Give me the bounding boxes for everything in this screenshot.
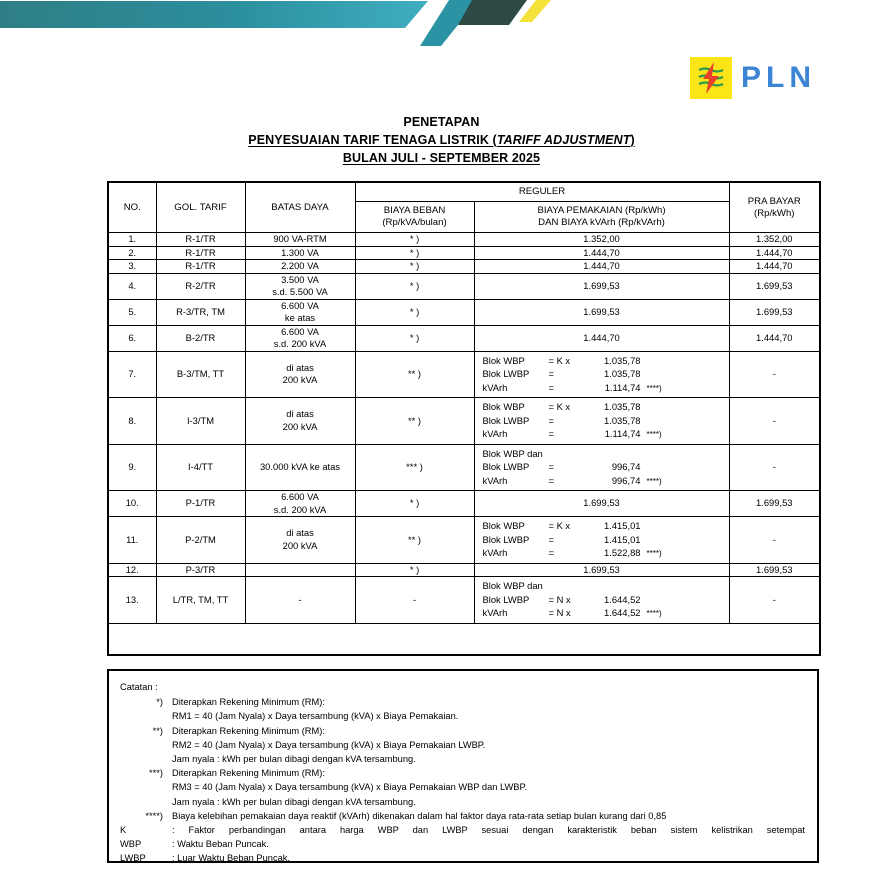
cell-pra-bayar: - — [729, 517, 820, 564]
notes-items — [120, 695, 807, 823]
cell-biaya-beban: * ) — [355, 491, 474, 517]
block-operator: = — [548, 547, 554, 558]
table-row — [108, 325, 820, 351]
title-line-1: PENETAPAN — [403, 115, 480, 129]
block-label: Blok WBP dan — [482, 580, 543, 591]
cell-gol-tarif: R-3/TR, TM — [156, 299, 245, 325]
cell-biaya-beban: *** ) — [355, 444, 474, 491]
cell-gol-tarif: I-3/TM — [156, 398, 245, 445]
pemakaian-block-list — [475, 445, 729, 491]
col-header-no: NO. — [108, 182, 156, 233]
block-label: kVArh — [482, 547, 508, 558]
cell-gol-tarif: B-2/TR — [156, 325, 245, 351]
cell-no: 11. — [108, 517, 156, 564]
block-label: Blok WBP dan — [482, 447, 543, 459]
cell-pra-bayar: 1.699,53 — [729, 273, 820, 299]
pemakaian-block-row — [483, 593, 729, 607]
lightning-bolt-icon — [690, 57, 732, 99]
batas-daya-line-1: 6.600 VA — [281, 325, 319, 337]
batas-daya-line-1: 6.600 VA — [281, 491, 319, 502]
pra-bayar-line-2: (Rp/kWh) — [754, 207, 795, 219]
note-line — [120, 709, 807, 723]
notes-box — [107, 669, 819, 863]
table-row — [108, 351, 820, 398]
cell-batas-daya — [245, 325, 355, 351]
cell-biaya-beban: * ) — [355, 273, 474, 299]
notes-definitions — [120, 823, 807, 866]
block-operator: = K x — [548, 520, 571, 531]
pemakaian-block-row — [483, 460, 729, 474]
cell-gol-tarif: P-3/TR — [156, 563, 245, 577]
pemakaian-block-row — [483, 447, 729, 461]
block-operator: = — [548, 428, 554, 439]
block-operator: = — [548, 414, 554, 426]
block-value: 1.035,78 — [604, 354, 641, 366]
col-header-gol-tarif: GOL. TARIF — [156, 182, 245, 233]
batas-daya-line-2: 200 kVA — [282, 420, 318, 432]
block-footnote-marker: ****) — [646, 476, 662, 486]
cell-batas-daya — [245, 398, 355, 445]
block-operator: = — [548, 474, 554, 486]
block-value: 1.644,52 — [604, 607, 641, 618]
cell-pra-bayar: - — [729, 444, 820, 491]
pemakaian-block-list — [475, 398, 729, 444]
tariff-table-container — [107, 181, 819, 656]
cell-biaya-beban: * ) — [355, 260, 474, 274]
table-row — [108, 444, 820, 491]
cell-gol-tarif: B-3/TM, TT — [156, 351, 245, 398]
banner-graphic — [0, 0, 883, 46]
pemakaian-block-row — [483, 367, 729, 381]
cell-batas-daya — [245, 273, 355, 299]
biaya-pemakaian-line-1: BIAYA PEMAKAIAN (Rp/kWh) — [537, 205, 666, 216]
cell-pra-bayar: 1.352,00 — [729, 233, 820, 247]
note-definition-text: : Faktor perbandingan antara harga WBP dan LWBP sesuai dengan karakteristik beban sistem kelistrikan setempat — [172, 825, 805, 836]
note-text: RM3 = 40 (Jam Nyala) x Daya tersambung (kVA) x Biaya Pemakaian WBP dan LWBP. — [172, 782, 528, 793]
note-line — [120, 752, 807, 766]
title-line-2 — [0, 131, 883, 149]
table-header — [108, 182, 820, 233]
pemakaian-block-row — [483, 546, 729, 561]
batas-daya-line-1: di atas — [286, 408, 314, 420]
table-spacer-cell — [108, 623, 820, 655]
decorative-header-banner — [0, 0, 883, 46]
cell-biaya-pemakaian — [474, 517, 729, 564]
note-text: Biaya kelebihan pemakaian daya reaktif (kVArh) dikenakan dalam hal faktor daya rata-rata setiap bulan kurang dari 0,85 — [172, 810, 667, 821]
block-value: 1.035,78 — [604, 414, 641, 426]
cell-gol-tarif: I-4/TT — [156, 444, 245, 491]
block-value: 1.114,74 — [604, 381, 641, 393]
biaya-pemakaian-line-2: DAN BIAYA kVArh (Rp/kVArh) — [538, 217, 665, 228]
block-label: kVArh — [482, 474, 508, 486]
block-value: 996,74 — [611, 474, 641, 486]
note-text: RM1 = 40 (Jam Nyala) x Daya tersambung (kVA) x Biaya Pemakaian. — [172, 711, 459, 722]
table-spacer-row — [108, 623, 820, 655]
block-value: 1.035,78 — [604, 368, 641, 379]
cell-batas-daya — [245, 299, 355, 325]
note-definition-term: WBP — [120, 839, 142, 850]
note-definition-line — [120, 823, 807, 837]
cell-no: 10. — [108, 491, 156, 517]
cell-biaya-pemakaian — [474, 351, 729, 398]
cell-biaya-pemakaian — [474, 577, 729, 624]
table-row — [108, 563, 820, 577]
block-value: 1.522,88 — [604, 547, 641, 558]
cell-batas-daya — [245, 517, 355, 564]
table-row — [108, 246, 820, 260]
block-label: Blok LWBP — [482, 533, 530, 545]
pemakaian-block-row — [483, 579, 729, 593]
title-line-3: BULAN JULI - SEPTEMBER 2025 — [342, 151, 541, 165]
block-footnote-marker: ****) — [646, 549, 662, 558]
note-text: RM2 = 40 (Jam Nyala) x Daya tersambung (kVA) x Biaya Pemakaian LWBP. — [172, 739, 486, 750]
batas-daya-line-2: s.d. 200 kVA — [273, 338, 327, 349]
block-label: Blok LWBP — [482, 414, 530, 426]
pln-logo-mark — [690, 57, 732, 99]
cell-biaya-pemakaian — [474, 444, 729, 491]
block-label: Blok LWBP — [482, 368, 530, 379]
cell-gol-tarif: R-1/TR — [156, 260, 245, 274]
cell-batas-daya — [245, 491, 355, 517]
pra-bayar-line-1: PRA BAYAR — [747, 195, 801, 207]
block-operator: = K x — [548, 354, 571, 366]
block-label: kVArh — [482, 607, 508, 618]
cell-gol-tarif: R-2/TR — [156, 273, 245, 299]
note-marker: ***) — [149, 768, 163, 779]
note-marker: ****) — [145, 810, 163, 821]
block-operator: = — [548, 368, 554, 379]
cell-batas-daya: 900 VA-RTM — [245, 233, 355, 247]
cell-gol-tarif: R-1/TR — [156, 233, 245, 247]
cell-biaya-pemakaian: 1.699,53 — [474, 273, 729, 299]
block-operator: = K x — [548, 401, 571, 412]
cell-pra-bayar: - — [729, 398, 820, 445]
cell-pra-bayar: 1.444,70 — [729, 260, 820, 274]
cell-biaya-beban: * ) — [355, 233, 474, 247]
table-row — [108, 260, 820, 274]
cell-pra-bayar: 1.444,70 — [729, 325, 820, 351]
col-header-reguler: REGULER — [355, 182, 729, 202]
table-row — [108, 299, 820, 325]
cell-no: 3. — [108, 260, 156, 274]
note-text: Jam nyala : kWh per bulan dibagi dengan kVA tersambung. — [172, 754, 416, 765]
table-header-row-1 — [108, 182, 820, 202]
cell-biaya-pemakaian: 1.699,53 — [474, 563, 729, 577]
cell-no: 4. — [108, 273, 156, 299]
batas-daya-line-2: ke atas — [284, 312, 316, 323]
block-operator: = N x — [548, 593, 571, 605]
col-header-biaya-pemakaian — [474, 202, 729, 233]
batas-daya-line-1: di atas — [286, 361, 314, 373]
pemakaian-block-row — [483, 354, 729, 368]
cell-biaya-pemakaian: 1.699,53 — [474, 299, 729, 325]
cell-no: 9. — [108, 444, 156, 491]
table-row — [108, 398, 820, 445]
batas-daya-line-2: s.d. 200 kVA — [273, 503, 327, 515]
cell-batas-daya: - — [245, 577, 355, 624]
table-row — [108, 517, 820, 564]
block-operator: = N x — [548, 607, 571, 618]
pemakaian-block-list — [475, 577, 729, 623]
cell-batas-daya — [245, 563, 355, 577]
batas-daya-line-2: 200 kVA — [282, 539, 318, 551]
note-marker: *) — [156, 697, 163, 708]
title-line-2-post: ) — [630, 133, 635, 147]
table-body — [108, 233, 820, 655]
table-row — [108, 273, 820, 299]
col-header-biaya-beban — [355, 202, 474, 233]
note-text: Jam nyala : kWh per bulan dibagi dengan kVA tersambung. — [172, 796, 416, 807]
cell-no: 8. — [108, 398, 156, 445]
cell-pra-bayar: 1.699,53 — [729, 299, 820, 325]
batas-daya-line-2: 200 kVA — [282, 374, 318, 386]
cell-no: 1. — [108, 233, 156, 247]
cell-biaya-pemakaian: 1.699,53 — [474, 491, 729, 517]
tariff-table — [107, 181, 821, 656]
cell-batas-daya — [245, 351, 355, 398]
col-header-pra-bayar — [729, 182, 820, 233]
cell-biaya-pemakaian: 1.444,70 — [474, 246, 729, 260]
biaya-beban-line-1: BIAYA BEBAN — [383, 205, 446, 216]
note-text: Diterapkan Rekening Minimum (RM): — [172, 697, 325, 708]
biaya-beban-line-2: (Rp/kVA/bulan) — [382, 217, 447, 228]
block-label: kVArh — [482, 381, 508, 393]
block-label: Blok WBP — [482, 520, 525, 531]
block-footnote-marker: ****) — [646, 430, 662, 439]
cell-pra-bayar: 1.699,53 — [729, 563, 820, 577]
cell-gol-tarif: R-1/TR — [156, 246, 245, 260]
cell-biaya-beban: * ) — [355, 246, 474, 260]
cell-no: 12. — [108, 563, 156, 577]
pemakaian-block-row — [483, 533, 729, 547]
notes-content — [109, 671, 817, 872]
pemakaian-block-row — [483, 606, 729, 621]
block-operator: = — [548, 381, 554, 393]
table-row — [108, 491, 820, 517]
block-footnote-marker: ****) — [646, 383, 662, 393]
cell-no: 7. — [108, 351, 156, 398]
note-line — [120, 780, 807, 794]
block-operator: = — [548, 533, 554, 545]
cell-biaya-pemakaian: 1.352,00 — [474, 233, 729, 247]
note-definition-term: K — [120, 825, 127, 836]
note-definition-line — [120, 837, 807, 851]
batas-daya-line-1: di atas — [286, 527, 314, 539]
note-definition-term: LWBP — [120, 853, 146, 864]
cell-pra-bayar: - — [729, 577, 820, 624]
batas-daya-line-2: s.d. 5.500 VA — [272, 286, 328, 297]
pln-logo — [690, 57, 816, 99]
title-line-2-italic: TARIFF ADJUSTMENT — [496, 133, 631, 147]
cell-biaya-beban: * ) — [355, 563, 474, 577]
pemakaian-block-row — [483, 381, 729, 396]
cell-pra-bayar: - — [729, 351, 820, 398]
cell-no: 5. — [108, 299, 156, 325]
block-value: 1.035,78 — [604, 401, 641, 412]
pemakaian-block-row — [483, 519, 729, 533]
cell-no: 13. — [108, 577, 156, 624]
block-value: 1.415,01 — [604, 533, 641, 545]
note-line — [120, 766, 807, 780]
note-text: Diterapkan Rekening Minimum (RM): — [172, 768, 325, 779]
cell-no: 6. — [108, 325, 156, 351]
cell-biaya-pemakaian — [474, 398, 729, 445]
pemakaian-block-row — [483, 427, 729, 442]
pemakaian-block-list — [475, 352, 729, 398]
cell-gol-tarif: L/TR, TM, TT — [156, 577, 245, 624]
block-value: 1.114,74 — [604, 428, 641, 439]
title-line-2-pre: PENYESUAIAN TARIF TENAGA LISTRIK ( — [248, 133, 497, 147]
block-label: kVArh — [482, 428, 508, 439]
cell-biaya-beban: * ) — [355, 325, 474, 351]
cell-pra-bayar: 1.699,53 — [729, 491, 820, 517]
cell-biaya-pemakaian: 1.444,70 — [474, 260, 729, 274]
notes-heading: Catatan : — [120, 682, 158, 692]
cell-biaya-beban: - — [355, 577, 474, 624]
note-line — [120, 795, 807, 809]
col-header-batas-daya: BATAS DAYA — [245, 182, 355, 233]
cell-batas-daya: 2.200 VA — [245, 260, 355, 274]
cell-batas-daya: 1.300 VA — [245, 246, 355, 260]
note-definition-text: : Luar Waktu Beban Puncak. — [172, 853, 290, 864]
pln-wordmark: PLN — [741, 61, 816, 94]
block-label: Blok LWBP — [482, 593, 530, 605]
cell-pra-bayar: 1.444,70 — [729, 246, 820, 260]
cell-biaya-beban: ** ) — [355, 351, 474, 398]
batas-daya-line-1: 6.600 VA — [281, 299, 319, 311]
pemakaian-block-row — [483, 414, 729, 428]
cell-gol-tarif: P-1/TR — [156, 491, 245, 517]
note-marker: **) — [152, 725, 163, 736]
block-footnote-marker: ****) — [646, 609, 662, 618]
batas-daya-line-1: 3.500 VA — [281, 273, 319, 285]
document-title — [0, 113, 883, 167]
pemakaian-block-list — [475, 517, 729, 563]
cell-biaya-pemakaian: 1.444,70 — [474, 325, 729, 351]
cell-no: 2. — [108, 246, 156, 260]
note-definition-line — [120, 851, 807, 865]
block-operator: = — [548, 461, 554, 472]
block-value: 996,74 — [611, 461, 641, 472]
note-line — [120, 738, 807, 752]
table-row — [108, 577, 820, 624]
cell-gol-tarif: P-2/TM — [156, 517, 245, 564]
block-label: Blok WBP — [482, 354, 525, 366]
note-text: Diterapkan Rekening Minimum (RM): — [172, 725, 325, 736]
cell-biaya-beban: ** ) — [355, 517, 474, 564]
block-value: 1.644,52 — [604, 593, 641, 605]
note-definition-text: : Waktu Beban Puncak. — [172, 839, 269, 850]
cell-biaya-beban: * ) — [355, 299, 474, 325]
table-row — [108, 233, 820, 247]
pemakaian-block-row — [483, 474, 729, 489]
block-label: Blok WBP — [482, 401, 525, 412]
block-label: Blok LWBP — [482, 461, 530, 472]
note-line — [120, 724, 807, 738]
note-line — [120, 695, 807, 709]
cell-biaya-beban: ** ) — [355, 398, 474, 445]
note-line — [120, 809, 807, 823]
cell-batas-daya: 30.000 kVA ke atas — [245, 444, 355, 491]
block-value: 1.415,01 — [604, 520, 641, 531]
pemakaian-block-row — [483, 400, 729, 414]
